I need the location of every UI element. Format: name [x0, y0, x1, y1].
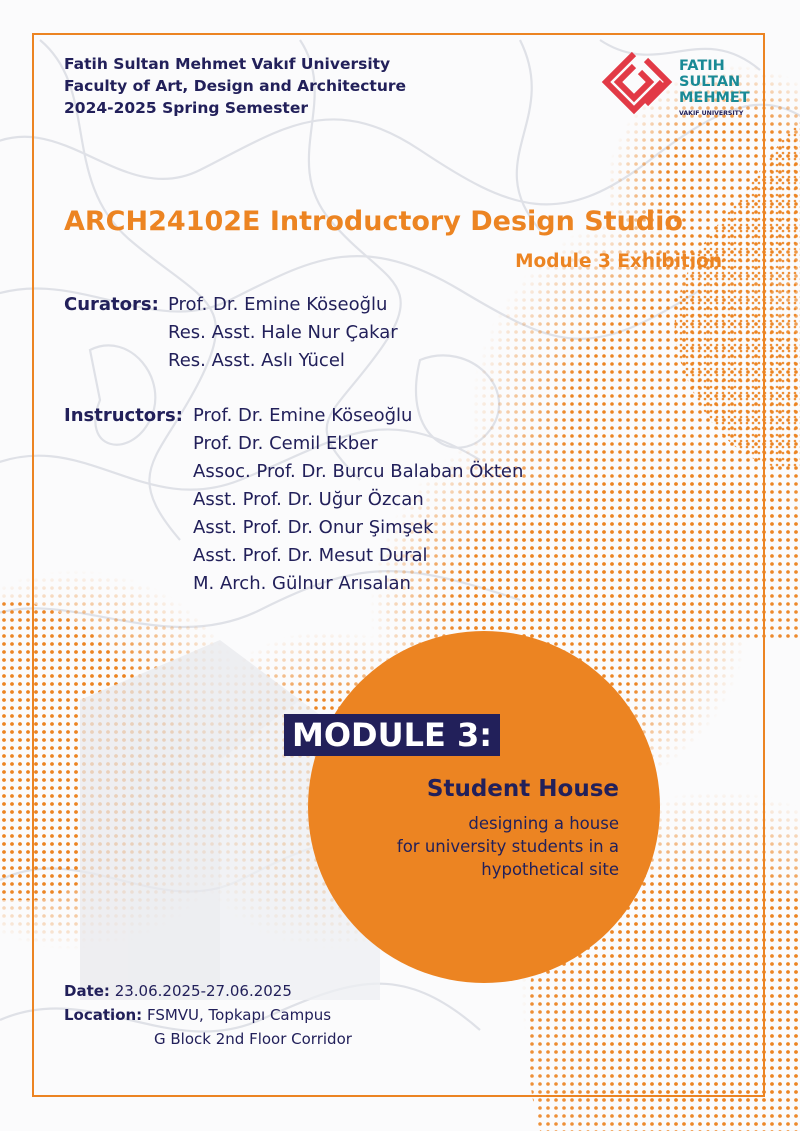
course-title: ARCH24102E Introductory Design Studio [64, 206, 683, 237]
faculty-name: Faculty of Art, Design and Architecture [64, 77, 407, 95]
logo-line-1: FATIH [679, 58, 725, 74]
project-title: Student House [426, 776, 619, 802]
curator-name: Prof. Dr. Emine Köseoğlu [168, 294, 388, 315]
location-detail: G Block 2nd Floor Corridor [154, 1030, 352, 1048]
exhibition-subtitle: Module 3 Exhibition [515, 251, 722, 272]
instructor-name: Prof. Dr. Cemil Ekber [193, 433, 378, 454]
project-description: for university students in a [396, 837, 619, 856]
semester: 2024-2025 Spring Semester [64, 99, 308, 117]
location-value: FSMVU, Topkapı Campus [146, 1006, 332, 1024]
project-description: hypothetical site [481, 860, 619, 879]
instructor-name: M. Arch. Gülnur Arısalan [193, 573, 411, 594]
instructors-label: Instructors: [64, 405, 183, 426]
module-badge: MODULE 3: [284, 714, 500, 756]
event-date [64, 982, 292, 1000]
date-value: 23.06.2025-27.06.2025 [114, 982, 292, 1000]
instructor-name: Prof. Dr. Emine Köseoğlu [193, 405, 413, 426]
location-label: Location: [64, 1006, 143, 1024]
curator-name: Res. Asst. Aslı Yücel [168, 350, 345, 371]
logo-line-2: SULTAN [679, 74, 741, 90]
event-location [64, 1006, 331, 1024]
instructor-name: Asst. Prof. Dr. Uğur Özcan [193, 489, 424, 510]
logo-line-3: MEHMET [679, 90, 750, 106]
instructor-name: Asst. Prof. Dr. Mesut Dural [193, 545, 428, 566]
instructor-name: Assoc. Prof. Dr. Burcu Balaban Ökten [193, 461, 524, 482]
university-name: Fatih Sultan Mehmet Vakıf University [64, 55, 391, 73]
instructor-name: Asst. Prof. Dr. Onur Şimşek [193, 517, 434, 538]
logo-subtitle: VAKIF UNIVERSITY [679, 110, 744, 117]
curators-label: Curators: [64, 294, 159, 315]
project-description: designing a house [468, 814, 619, 833]
date-label: Date: [64, 982, 110, 1000]
curator-name: Res. Asst. Hale Nur Çakar [168, 322, 398, 343]
